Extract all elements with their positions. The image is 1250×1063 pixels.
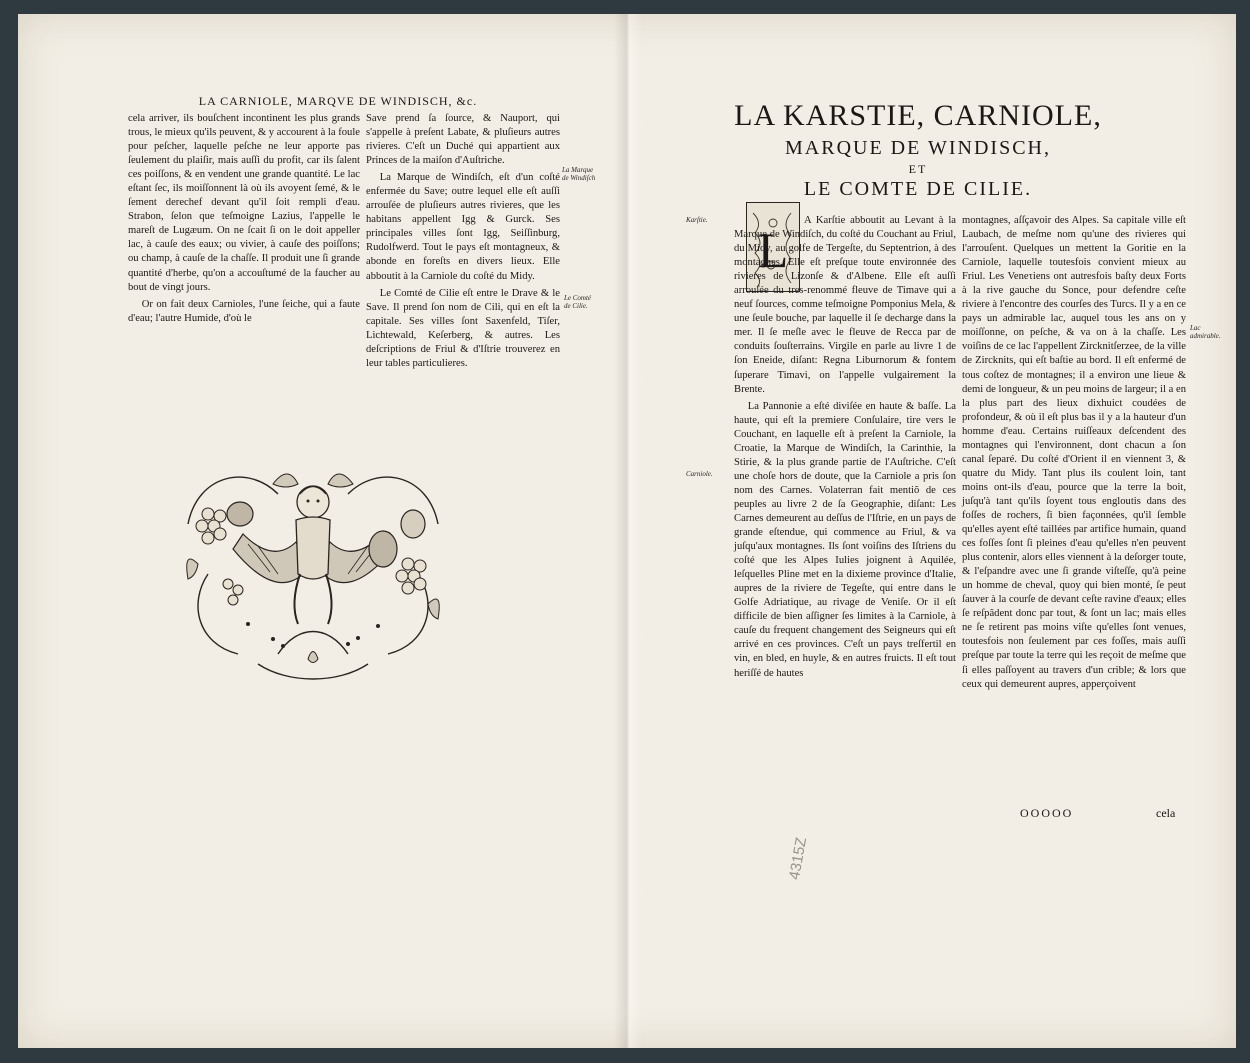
- signature-mark: OOOOO: [1020, 806, 1074, 820]
- margin-note-cilie: Le Comté de Cilie.: [564, 294, 592, 310]
- right-text-column-2: [962, 214, 1186, 695]
- title-line-2: MARQUE DE WINDISCH,: [785, 137, 1051, 159]
- margin-note-lac: Lac admirable.: [1190, 324, 1221, 340]
- left-text-column-2: [366, 112, 560, 374]
- margin-note-karstie: Karſtie.: [686, 216, 708, 224]
- left-text-column-1: [128, 112, 360, 329]
- running-head: LA CARNIOLE, MARQVE DE WINDISCH, &c.: [198, 94, 478, 108]
- catchword: cela: [1156, 806, 1176, 820]
- page-title: [658, 98, 1178, 202]
- paragraph: cela arriver, ils bouſchent incontinent les plus grands trous, le mieux qu'ils peuvent, & y accourent à la foule pour peſcher, laquelle peſche ne leur apporte pas ſeulement du plaiſir, mais auſſi du profit, car ils ſalent ces poiſſons, & en vendent une grande quantité. Le lac eſtant ſec, ils moiſſonnent là où ils avoyent ſemé, & le ſement derechef devant qu'il ſoit rempli d'eau. Strabon, ſelon que teſmoigne Lazius, l'appelle le mareſt de Lugæum. On ne ſcait ſi on le doit appeller lac, à cauſe des eaux; ou vivier, à cauſe des poiſſons; ou champ, à cauſe de la chaſſe. Il produit une ſi grande quantité d'herbe, qu'on a accouſtumé de la faucher au bout de vingt jours.: [128, 113, 360, 293]
- drop-cap-letter: L: [757, 222, 789, 278]
- margin-note-windisch: La Marque de Windiſch: [562, 166, 596, 182]
- right-text-column-1: [734, 214, 956, 684]
- margin-note-carniole: Carniole.: [686, 470, 713, 478]
- paragraph: A Karſtie abboutit au Levant à la Marque de Windiſch, du coſté du Couchant au Friul, du Midy, au golfe de Tergeſte, du Septentrion, à des montagnes. Elle eſt preſque toute environnée des rivieres de Lizonſe & d'Albene. Elle eſt auſſi arrouſée du tres-renommé fleuve de Timave qui a neuf ſources, comme teſmoigne Pomponius Mela, & une ſeule bouche, par laquelle il ſe decharge dans la mer. Il ſe meſle avec le fleuve de Recca par de conduits ſouſterrains. Virgile en parle au livre 1 de ſon Eneide, diſant: Regna Liburnorum & fontem ſuperare Timavi, on l'appelle vulgairement la Brente.: [734, 215, 956, 395]
- paragraph: La Pannonie a eſté diviſée en haute & baſſe. La haute, qui eſt la premiere Conſulaire, tire vers le Couchant, en laquelle eſt à preſent la Carniole, la Croatie, la Marque de Windiſch, la Carinthie, la Stirie, & la plus grande partie de l'Auſtriche. C'eſt une choſe hors de doute, que la Carniole a pris ſon nom des Carnes. Volaterran fait mentiõ de ces peuples au livre 2 de ſa Geographie, diſant: Les Carnes demeurent au deſſus de l'Iſtrie, en un pays de grande eſtendue, qui commence au Friul, & va juſqu'aux montagnes. Ils ſont voiſins des Iſtriens du coſté que les Alpes Iulies joignent à Aquilée, leſquelles Pline met en la dixieme province d'Italie, aupres de la riviere de Tegeſte, qui entre dans le Golfe Adriatique, au rivage de Veniſe. Or il eſt difficile de bien aſſigner ſes limites à la Carniole, à cauſe du frequent changement des Seigneurs qui eſt arrivé en ces provinces. C'eſt un pays treſfertil en vin, en bled, en huyle, & en autres fruicts. Il eſt tout heriſſé de hautes: [734, 400, 956, 679]
- paragraph: Or on fait deux Carnioles, l'une ſeiche, qui a faute d'eau; l'autre Humide, d'où le: [128, 298, 360, 324]
- title-line-1: LA KARSTIE, CARNIOLE,: [734, 99, 1102, 132]
- paragraph: Le Comté de Cilie eſt entre le Drave & le Save. Il prend ſon nom de Cili, qui en eſt la capitale. Ses villes ſont Saxenfeld, Tiſer, Lichtewald, Keſerberg, & autres. Les deſcriptions de Friul & d'Iſtrie trouverez en leur tables particulieres.: [366, 287, 560, 369]
- title-line-3: ET: [908, 162, 928, 176]
- paragraph: Save prend ſa ſource, & Nauport, qui s'appelle à preſent Labate, & pluſieurs autres rivieres. C'eſt un Duché qui appartient aux Princes de la maiſon d'Auſtriche.: [366, 113, 560, 167]
- ornament-cherub-cornucopia-icon: [178, 454, 448, 684]
- pencil-inventory-note: 4315Z: [786, 836, 811, 881]
- paragraph: montagnes, aſſçavoir des Alpes. Sa capitale ville eſt Laubach, de meſme nom qu'une des rivieres qui l'arrouſent. Quelques un mettent la Goritie en la Carniole, laquelle toutesfois convient mieux au Friul. Les Veneτiens ont autresfois baſty deux Forts à la rive gauche du Sonce, pour defendre ceſte riviere à l'encontre des courſes des Turcs. Il y a en ce pays un admirable lac, auquel tous les ans on y moiſſonne, on peſche, & va on à la chaſſe. Les voiſins de ce lac l'appellent Zircknitſerzee, de la ville de Zircknits, qui eſt baſtie au bord. Il eſt enfermé de tous coſtez de montagnes; il a environ une lieue & demi de longueur, & un peu moins de largeur; il a en la plus part des lieux dixhuict coudées de profondeur, & où il eſt plus bas il y a la hauteur d'un homme d'eau. Certains ruiſſeaux deſcendent des montagnes qui l'environnent, dont chacun a ſon canal ſeparé. Du coſté d'Orient il en viennent 3, & quatre du Midy. Tant plus ils coulent loin, tant moins ont-ils d'eau, pource que la terre la boit, juſqu'à tant qu'ils ſoyent tous engloutis dans des foſſes de rochers, ſi bien façonnées, qu'il ſemble qu'elles ayent eſté taillées par artifice humain, quand ces foſſes ſont ſi pleines d'eau qu'elles n'en peuvent plus contenir, alors elles viennent à la deſorger toute, & l'eſpandre avec une ſi grande viſteſſe, qu'à peine un homme de cheval, quoy qui bien monté, ſe peut ſauver à la courſe de devant ceſte ravine d'eaux; elles ſe reſpãdent donc par tout, & ſont un lac; mais elles ne ſe retirent pas moins viſte qu'elles ſont venues, toutesfois non ſeulement par ces foſſes, mais auſſi preſque par toute la terre qui les reçoit de meſme que ſi elles paſſoyent au travers d'un crible; & lors que ceux qui demeurent aupres, apperçoivent: [962, 215, 1186, 690]
- paragraph: La Marque de Windiſch, eſt d'un coſté enfermée du Save; outre lequel elle eſt auſſi arrouſée de pluſieurs autres rivieres, que les habitans appellent Igg & Gurck. Ses principales villes ſont Igg, Seiſſinburg, Rudolfwerd. Tout le pays eſt montagneux, & abonde en foreſts en divers lieux. Elle abboutit à la Carniole du coſté du Midy.: [366, 172, 560, 282]
- title-line-4: LE COMTE DE CILIE.: [803, 178, 1033, 200]
- center-fold: [614, 14, 642, 1048]
- paper-sheet: [18, 14, 1236, 1048]
